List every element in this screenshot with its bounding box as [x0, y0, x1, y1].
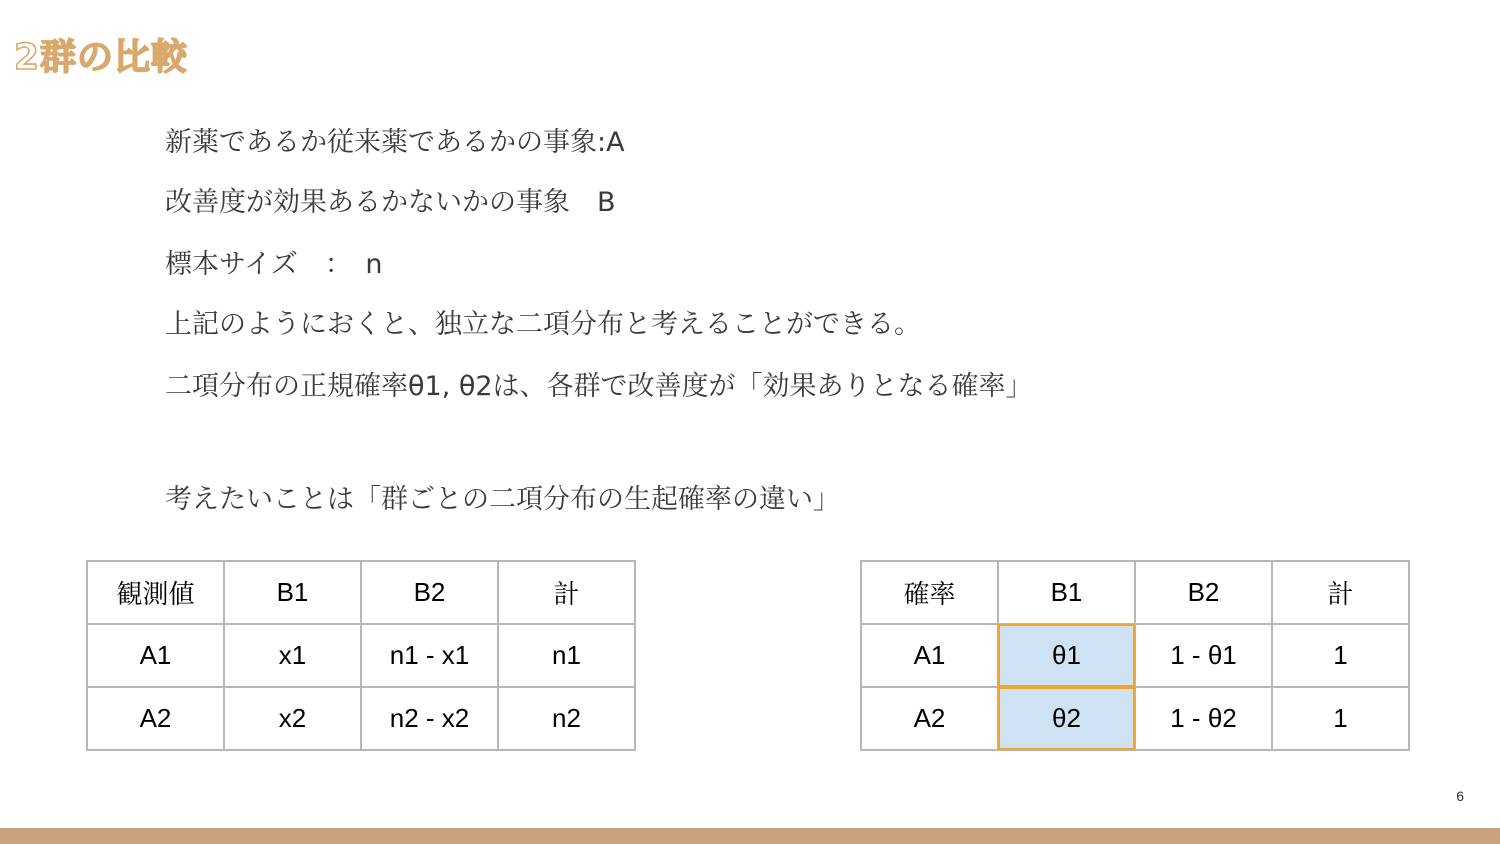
table-cell: x2 [224, 687, 361, 750]
slide-title: 2群の比較 [14, 37, 189, 78]
table-cell: x1 [224, 624, 361, 687]
highlighted-cell: θ2 [998, 687, 1135, 750]
body-line-goal: 考えたいことは「群ごとの二項分布の生起確率の違い」 [165, 484, 840, 515]
table-cell: 1 [1272, 687, 1409, 750]
page-number: 6 [1456, 788, 1464, 804]
table-header-cell: B1 [224, 561, 361, 624]
body-line-theta: 二項分布の正規確率θ1, θ2は、各群で改善度が「効果ありとなる確率」 [165, 371, 1033, 402]
table-cell: A2 [861, 687, 998, 750]
table-cell: A1 [861, 624, 998, 687]
highlighted-cell: θ1 [998, 624, 1135, 687]
table-cell: n2 [498, 687, 635, 750]
observed-values-table [86, 560, 636, 751]
table-cell: 1 - θ2 [1135, 687, 1272, 750]
table-cell: 1 [1272, 624, 1409, 687]
table-row [87, 624, 635, 687]
body-line-sample-size: 標本サイズ ： n [165, 249, 383, 280]
table-row [861, 624, 1409, 687]
footer-bar [0, 828, 1500, 844]
table-header-cell: B1 [998, 561, 1135, 624]
table-row [87, 687, 635, 750]
table-cell: n2 - x2 [361, 687, 498, 750]
table-header-row [861, 561, 1409, 624]
table-cell: A2 [87, 687, 224, 750]
table-header-cell: B2 [361, 561, 498, 624]
table-header-cell: 計 [498, 561, 635, 624]
table-cell: A1 [87, 624, 224, 687]
table-cell: 1 - θ1 [1135, 624, 1272, 687]
body-line-event-b: 改善度が効果あるかないかの事象 B [165, 187, 616, 218]
table-header-cell: B2 [1135, 561, 1272, 624]
table-header-cell: 計 [1272, 561, 1409, 624]
table-cell: n1 - x1 [361, 624, 498, 687]
table-header-cell: 観測値 [87, 561, 224, 624]
body-line-binomial: 上記のようにおくと、独立な二項分布と考えることができる。 [165, 309, 921, 340]
probability-table [860, 560, 1410, 751]
table-cell: n1 [498, 624, 635, 687]
table-row [861, 687, 1409, 750]
body-line-event-a: 新薬であるか従来薬であるかの事象:A [165, 127, 625, 158]
table-header-cell: 確率 [861, 561, 998, 624]
table-header-row [87, 561, 635, 624]
